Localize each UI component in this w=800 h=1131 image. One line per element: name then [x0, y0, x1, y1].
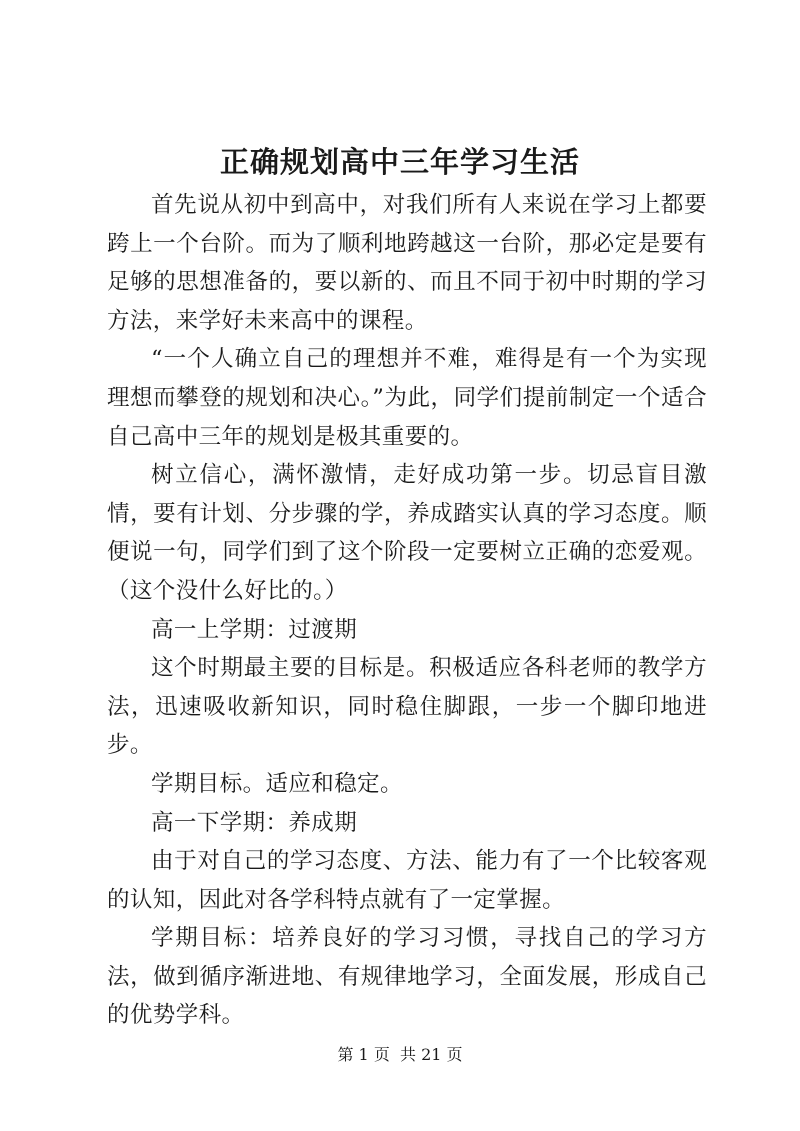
section-heading: 高一上学期：过渡期 — [151, 616, 358, 643]
paragraph: 学期目标：培养良好的学习习惯，寻找自己的学习方法，做到循序渐进地、有规律地学习，全面发展，形成自己的优势学科。 — [107, 925, 707, 1029]
paragraph: 学期目标。适应和稳定。 — [151, 770, 403, 797]
page-number: 第 1 页 共 21 页 — [337, 1045, 463, 1064]
paragraph: “一个人确立自己的理想并不难，难得是有一个为实现理想而攀登的规划和决心。”为此，同学们提前制定一个适合自己高中三年的规划是极其重要的。 — [107, 346, 707, 450]
page-footer — [0, 1044, 800, 1066]
paragraph: 树立信心，满怀激情，走好成功第一步。切忌盲目激情，要有计划、分步骤的学，养成踏实认真的学习态度。顺便说一句，同学们到了这个阶段一定要树立正确的恋爱观。（这个没什么好比的。） — [107, 462, 707, 604]
paragraph: 由于对自己的学习态度、方法、能力有了一个比较客观的认知，因此对各学科特点就有了一定掌握。 — [107, 848, 707, 913]
section-heading: 高一下学期：养成期 — [151, 809, 358, 836]
paragraph: 这个时期最主要的目标是。积极适应各科老师的教学方法，迅速吸收新知识，同时稳住脚跟，一步一个脚印地进步。 — [107, 655, 707, 759]
document-body — [107, 186, 707, 1035]
paragraph: 首先说从初中到高中，对我们所有人来说在学习上都要跨上一个台阶。而为了顺利地跨越这一台阶，那必定是要有足够的思想准备的，要以新的、而且不同于初中时期的学习方法，来学好未来高中的课程。 — [107, 192, 707, 334]
document-title: 正确规划高中三年学习生活 — [219, 145, 580, 179]
